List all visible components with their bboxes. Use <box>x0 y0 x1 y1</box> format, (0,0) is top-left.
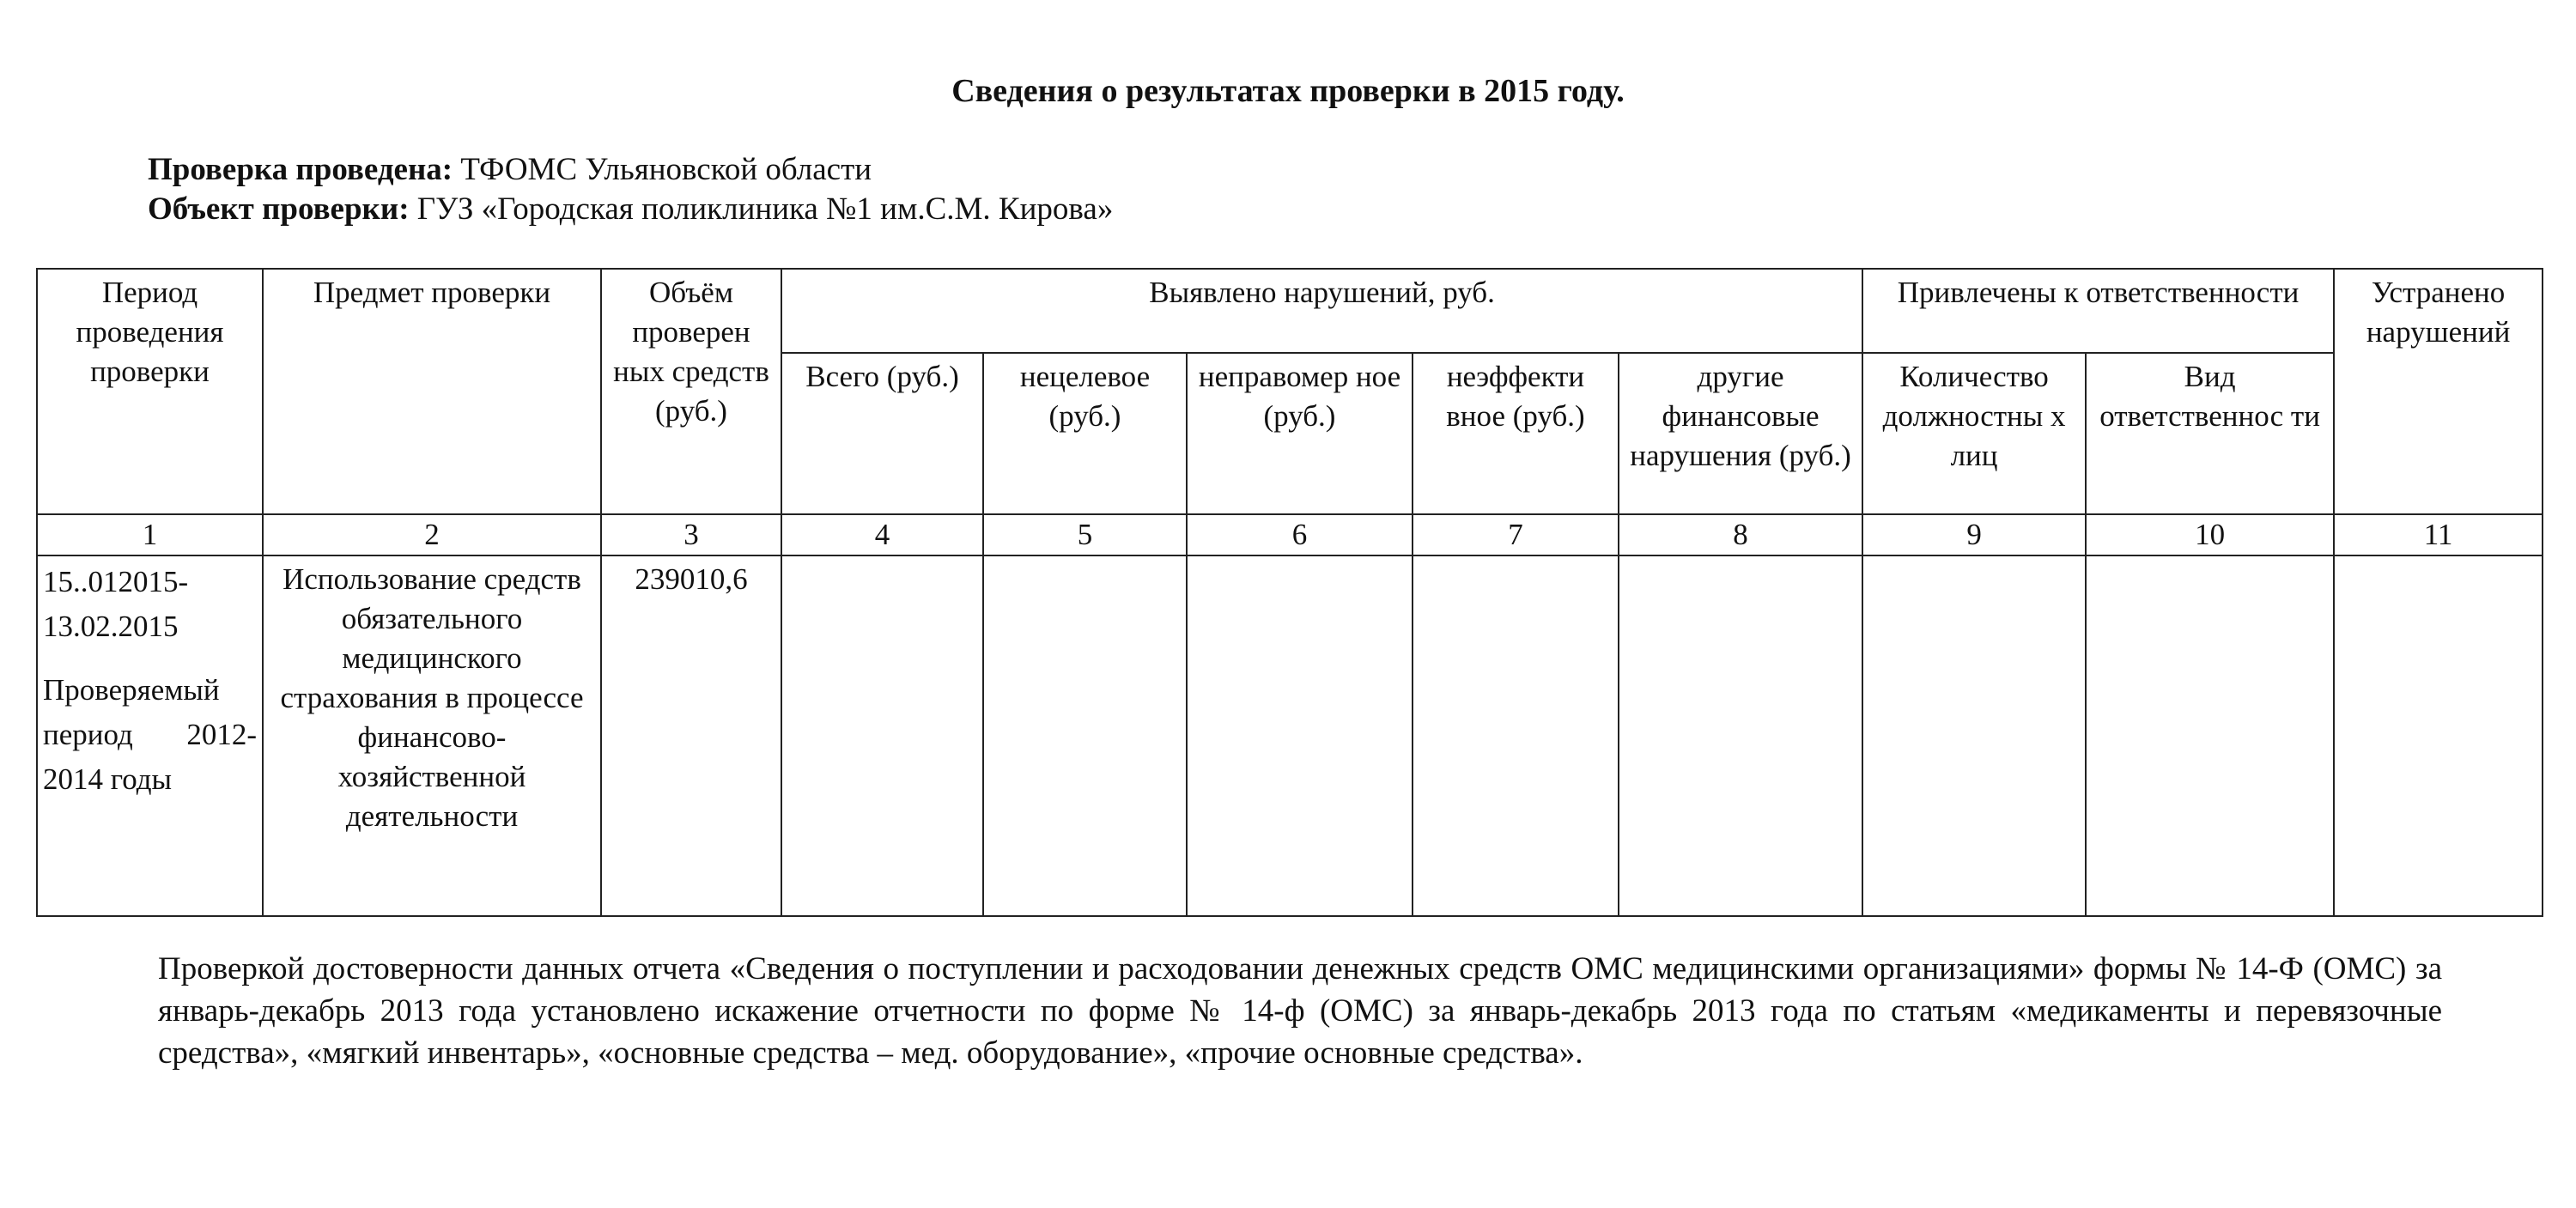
header-officials-count: Количество должностны х лиц <box>1862 353 2086 514</box>
header-misuse: нецелевое (руб.) <box>983 353 1187 514</box>
period-dates: 15..012015-13.02.2015 <box>43 565 189 643</box>
checked-by-value: ТФОМС Ульяновской области <box>460 152 872 187</box>
header-period: Период проведения проверки <box>37 269 263 514</box>
cell-unlawful <box>1187 555 1413 916</box>
inspection-object-value: ГУЗ «Городская поликлиника №1 им.С.М. Кирова» <box>416 191 1114 227</box>
column-numbers-row <box>37 514 2543 555</box>
table-row <box>37 555 2543 916</box>
inspection-object-line <box>148 191 1113 228</box>
checked-by-label: Проверка проведена: <box>148 152 453 187</box>
header-violations-group: Выявлено нарушений, руб. <box>781 269 1862 353</box>
cell-responsibility-type <box>2086 555 2334 916</box>
inspection-results-table <box>36 268 2543 917</box>
inspection-object-label: Объект проверки: <box>148 191 410 227</box>
period-note: Проверяемый период 2012-2014 годы <box>43 673 257 796</box>
header-total: Всего (руб.) <box>781 353 983 514</box>
cell-period <box>37 555 263 916</box>
header-responsibility-group: Привлечены к ответственности <box>1862 269 2334 353</box>
column-number: 2 <box>263 514 601 555</box>
cell-other <box>1619 555 1862 916</box>
document-title: Сведения о результатах проверки в 2015 году. <box>951 73 1625 109</box>
cell-inefficient <box>1413 555 1619 916</box>
header-volume: Объём проверен ных средств (руб.) <box>601 269 781 514</box>
header-eliminated: Устранено нарушений <box>2334 269 2543 514</box>
cell-misuse <box>983 555 1187 916</box>
column-number: 4 <box>781 514 983 555</box>
cell-eliminated <box>2334 555 2543 916</box>
column-number: 9 <box>1862 514 2086 555</box>
table-header-row <box>37 269 2543 353</box>
cell-volume: 239010,6 <box>601 555 781 916</box>
header-other: другие финансовые нарушения (руб.) <box>1619 353 1862 514</box>
column-number: 5 <box>983 514 1187 555</box>
column-number: 11 <box>2334 514 2543 555</box>
column-number: 1 <box>37 514 263 555</box>
cell-total <box>781 555 983 916</box>
column-number: 10 <box>2086 514 2334 555</box>
header-subject: Предмет проверки <box>263 269 601 514</box>
header-inefficient: неэффекти вное (руб.) <box>1413 353 1619 514</box>
cell-subject: Использование средств обязательного медицинского страхования в процессе финансово-хозяйственной деятельности <box>263 555 601 916</box>
header-unlawful: неправомер ное (руб.) <box>1187 353 1413 514</box>
column-number: 3 <box>601 514 781 555</box>
column-number: 6 <box>1187 514 1413 555</box>
cell-officials-count <box>1862 555 2086 916</box>
column-number: 7 <box>1413 514 1619 555</box>
header-responsibility-type: Вид ответственнос ти <box>2086 353 2334 514</box>
column-number: 8 <box>1619 514 1862 555</box>
checked-by-line <box>148 151 872 189</box>
findings-paragraph: Проверкой достоверности данных отчета «Сведения о поступлении и расходовании денежных средств ОМС медицинскими организациями» формы № 14-Ф (ОМС) за январь-декабрь 2013 года установлено искажение отчетности по форме № 14-ф (ОМС) за январь-декабрь 2013 года по статьям «медикаменты и перевязочные средства», «мягкий инвентарь», «основные средства – мед. оборудование», «прочие основные средства». <box>158 951 2442 1071</box>
